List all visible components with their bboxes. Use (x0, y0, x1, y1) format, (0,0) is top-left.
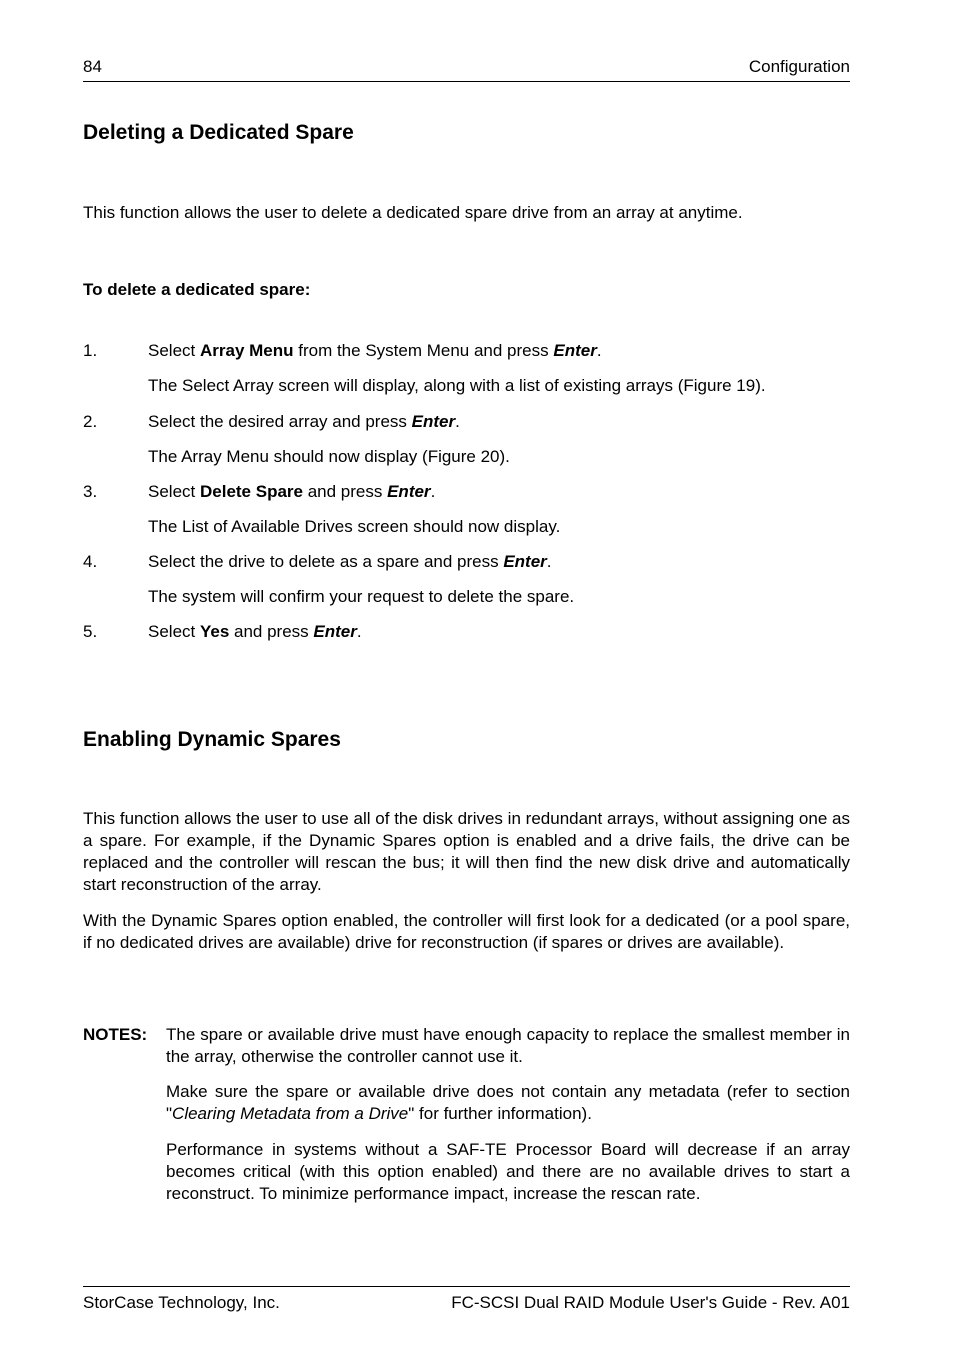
step-2-result: The Array Menu should now display (Figure 20). (148, 447, 510, 466)
note-2: Make sure the spare or available drive does not contain any metadata (refer to section "Clearing Metadata from a Drive" for further information). (166, 1082, 850, 1123)
notes-label: NOTES: (83, 1025, 148, 1044)
page-number: 84 (83, 57, 102, 76)
step-number: 3. (83, 482, 98, 501)
footer-rule (83, 1286, 850, 1287)
header-section-title: Configuration (748, 57, 850, 76)
step-number: 5. (83, 622, 98, 641)
step-instruction: Select Yes and press Enter. (148, 622, 362, 641)
section2-paragraph-1: This function allows the user to use all of the disk drives in redundant arrays, without assigning one as a spare. For example, if the Dynamic Spares option is enabled and a drive fails, the drive can be replaced and the controller will rescan the bus; it will then find the new disk drive and automatically start reconstruction of the array. (83, 809, 850, 894)
step-number: 1. (83, 341, 98, 360)
section-title-deleting-spare: Deleting a Dedicated Spare (83, 121, 354, 144)
section1-intro: This function allows the user to delete a dedicated spare drive from an array at anytime. (83, 203, 743, 222)
note-3: Performance in systems without a SAF-TE Processor Board will decrease if an array becomes critical (with this option enabled) and there are no available drives to start a reconstruct. To minimize performance impact, increase the rescan rate. (166, 1140, 850, 1203)
section-title-dynamic-spares: Enabling Dynamic Spares (83, 728, 341, 751)
page-footer (83, 1292, 850, 1314)
step-instruction: Select the desired array and press Enter. (148, 412, 460, 431)
note-2-reference: Clearing Metadata from a Drive (172, 1104, 409, 1123)
footer-guide-title: FC-SCSI Dual RAID Module User's Guide - Rev. A01 (451, 1293, 850, 1312)
step-instruction: Select Array Menu from the System Menu and press Enter. (148, 341, 602, 360)
step-3-result: The List of Available Drives screen should now display. (148, 517, 561, 536)
note-1: The spare or available drive must have enough capacity to replace the smallest member in the array, otherwise the controller cannot use it. (166, 1025, 850, 1066)
document-page (83, 0, 850, 1369)
step-1-result: The Select Array screen will display, along with a list of existing arrays (Figure 19). (148, 376, 766, 395)
procedure-title: To delete a dedicated spare: (83, 280, 311, 299)
section2-paragraph-2: With the Dynamic Spares option enabled, the controller will first look for a dedicated (or a pool spare, if no dedicated drives are available) drive for reconstruction (if spares or drives are available). (83, 911, 850, 952)
step-instruction: Select Delete Spare and press Enter. (148, 482, 436, 501)
header-rule (83, 81, 850, 82)
footer-company: StorCase Technology, Inc. (83, 1293, 280, 1312)
page-header (83, 56, 850, 78)
step-number: 4. (83, 552, 98, 571)
step-instruction: Select the drive to delete as a spare and press Enter. (148, 552, 552, 571)
step-number: 2. (83, 412, 98, 431)
step-4-result: The system will confirm your request to delete the spare. (148, 587, 575, 606)
